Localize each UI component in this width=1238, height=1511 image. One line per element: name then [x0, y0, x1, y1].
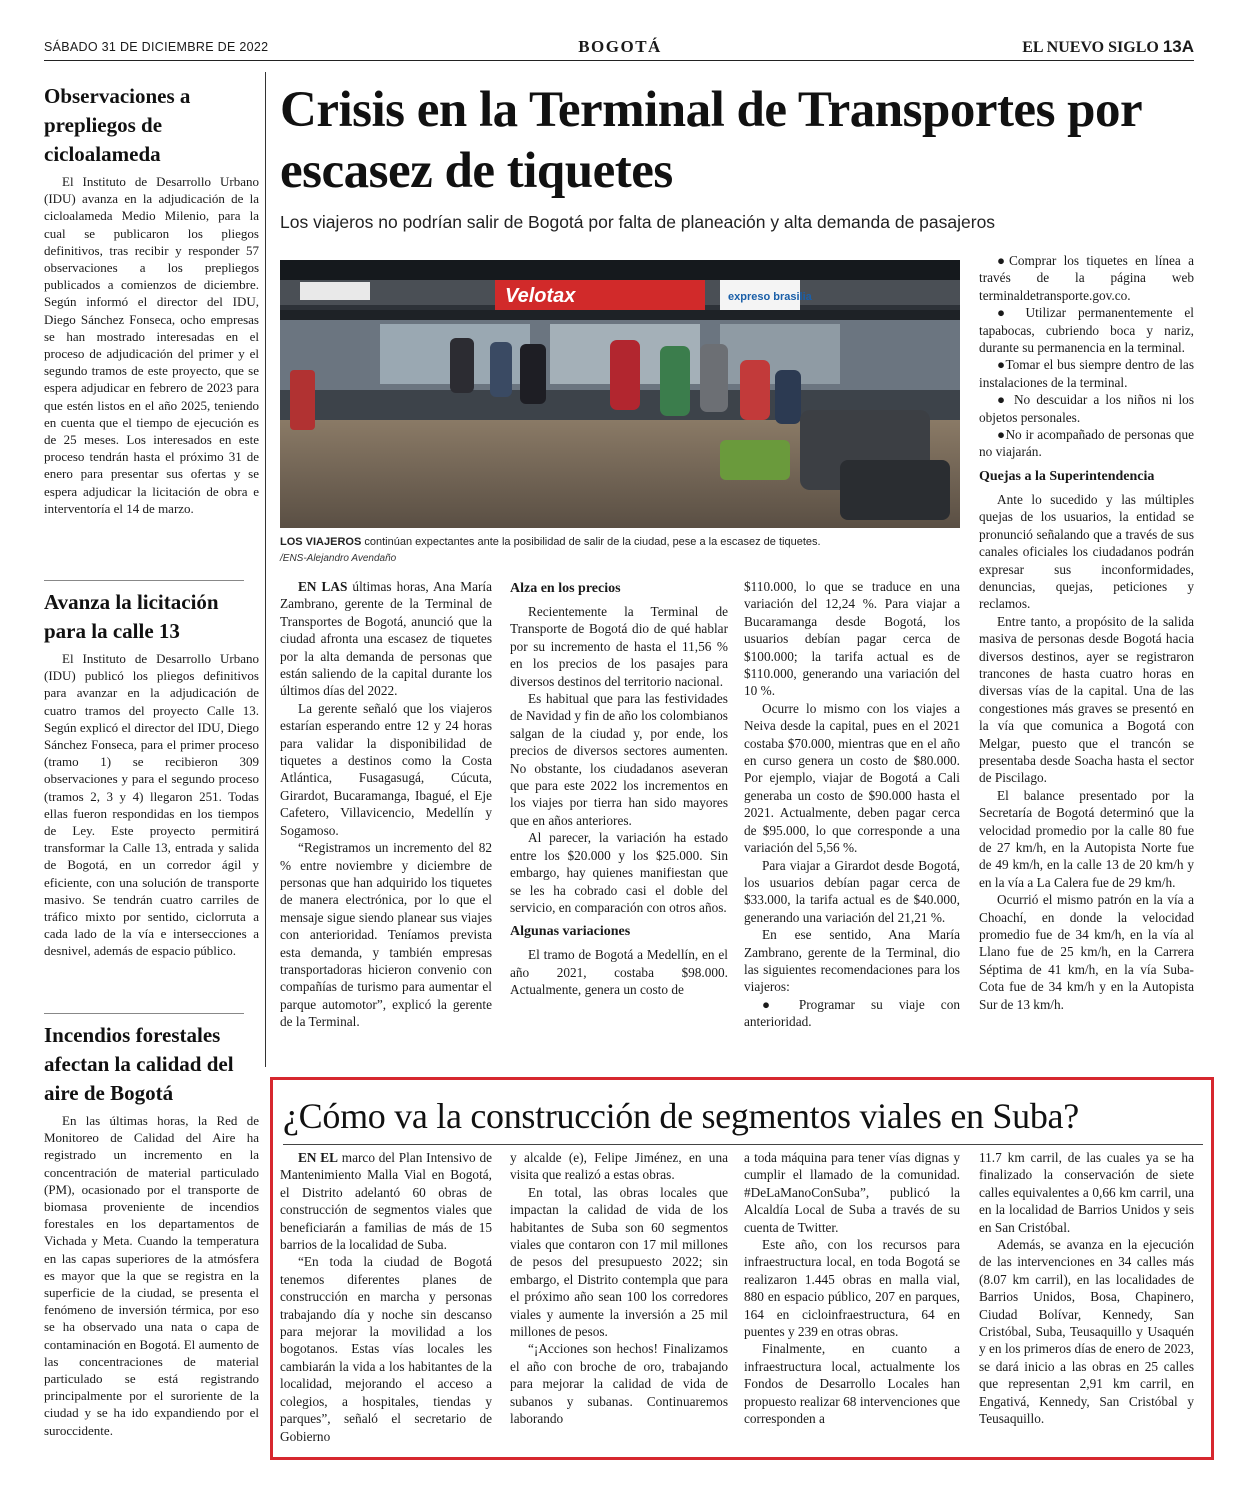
paragraph: Además, se avanza en la ejecución de las intervenciones en 34 calles más (8.07 km carril), en las localidades de Barrios Unidos, Bosa, Chapinero, Ciudad Bolívar, Kennedy, San Cristóbal, Suba, Teusaquillo y Usaquén y en los primeros días de enero de 2023, se dará inicio a las obras en 25 calles que representan 2,91 km carril, en Engativá, Kennedy, San Cristóbal y Teusaquillo.: [979, 1237, 1194, 1427]
section-name: BOGOTÁ: [578, 37, 662, 56]
paragraph: Este año, con los recursos para infraestructura local, en toda Bogotá se realizaron 1.445 obras en malla vial, 880 en espacio público, 207 en parques, 164 en cicloinfraestructura, 64 en puentes y 239 en otras obras.: [744, 1237, 960, 1340]
main-column-1: [280, 578, 492, 1031]
subheading: Algunas variaciones: [510, 924, 631, 940]
sidebar-divider: [44, 580, 244, 581]
photo-credit: /ENS-Alejandro Avendaño: [280, 553, 397, 564]
recommendation-item: ●Comprar los tiquetes en línea a través de la página web terminaldetransporte.gov.co.: [979, 253, 1194, 303]
sidebar-story-body: El Instituto de Desarrollo Urbano (IDU) publicó los pliegos definitivos para avanzar en la adjudicación de cuatro tramos del proyecto Calle 13. Según explicó el director del IDU, Diego Sánchez Fonseca, para el primer proceso (tramo 1) se recibieron 309 observaciones y para el segundo proceso (tramos 2, 3 y 4) llegaron 251. Todas ellas fueron respondidas en los tiempos de Ley. Este proyecto permitirá transformar la Calle 13, entrada y salida de Bogotá, en un corredor ágil y eficiente, con una solución de transporte masivo. Se tendrán cuatro carriles de tráfico mixto por sentido, ciclorruta a cada lado de la vía e intersecciones a desnivel, además de espacio público.: [44, 651, 259, 959]
main-column-4: [979, 252, 1194, 1013]
photo-sign-velotax: Velotax: [505, 285, 576, 307]
sidebar-story-incendios: [44, 1021, 259, 1439]
paragraph: “En toda la ciudad de Bogotá tenemos diferentes planes de construcción en marcha y personas trabajando día y noche sin descanso para mejorar la movilidad a los bogotanos. Estas vías locales les cambiarán la vida a los habitantes de la localidad, mejorando el acceso a colegios, a hospitales, tiendas y parques”, señaló el secretario de Gobierno: [280, 1254, 492, 1444]
paragraph: Ocurrió el mismo patrón en la vía a Choachí, en donde la velocidad promedio fue de 34 km/h, en la vía al Llano fue de 25 km/h, en la Carrera Séptima de 41 km/h, en la vía Suba-Cota fue de 34 km/h y en la Autopista Sur de 13 km/h.: [979, 892, 1194, 1012]
paragraph: Finalmente, en cuanto a infraestructura local, actualmente los Fondos de Desarrollo Locales han propuesto realizar 68 intervenciones que corresponden a: [744, 1341, 960, 1427]
paragraph: últimas horas, Ana María Zambrano, gerente de la Terminal de Transportes de Bogotá, anunció que la ciudad afronta una escasez de tiquetes por la alta demanda de personas que están saliendo de la capital durante los últimos días del 2022.: [280, 579, 492, 699]
sidebar-story-body: En las últimas horas, la Red de Monitoreo de Calidad del Aire ha registrado un incremento en la concentración de material particulado (PM), ocasionado por el transporte de biomasa proveniente de incendios forestales en los departamentos de Vichada y Meta. Cuando la temperatura en las capas superiores de la atmósfera es mayor que la que se registra en la superficie de la ciudad, se presenta el fenómeno de inversión térmica, por eso se ha observado una nata o capa de contaminación en Bogotá. El aumento de las concentraciones de material particulado se está registrando principalmente por el suroriente de la ciudad y se ha ido expandiendo por el suroccidente.: [44, 1113, 259, 1438]
main-column-2: [510, 573, 728, 999]
paragraph: El balance presentado por la Secretaría de Bogotá determinó que la velocidad promedio por la calle 80 fue de 27 km/h, en la Autopista Norte fue de 49 km/h, en la calle 13 de 20 km/h y en la vía a La Calera fue de 29 km/h.: [979, 787, 1194, 890]
recommendation-item: ● Programar su viaje con anterioridad.: [744, 996, 960, 1030]
suba-column-3: [744, 1149, 960, 1428]
drop-lead: EN LAS: [298, 579, 348, 594]
paragraph: a toda máquina para tener vías dignas y cumplir el llamado de la comunidad. #DeLaManoConSuba”, publicó la Alcaldía Local de Suba a través de su cuenta de Twitter.: [744, 1150, 960, 1235]
paragraph: Para viajar a Girardot desde Bogotá, los usuarios debían pagar cerca de $33.000, la tarifa actual es de $40.000, generando una variación del 21,21 %.: [744, 857, 960, 925]
paragraph: marco del Plan Intensivo de Mantenimiento Malla Vial en Bogotá, el Distrito adelantó 60 obras de construcción de segmentos viales que beneficiarán a familias de más de 15 barrios de la localidad de Suba.: [280, 1150, 492, 1253]
paragraph: “Registramos un incremento del 82 % entre noviembre y diciembre de personas que han adquirido los tiquetes de manera electrónica, por lo que el mensaje sigue siendo planear sus viajes con anterioridad. Teníamos prevista esta demanda, y también empresas transportadoras hicieron convenio con compañías de turismo para aumentar el parque automotor”, explicó la gerente de la Terminal.: [280, 840, 492, 1030]
column-divider: [265, 72, 266, 1067]
paragraph: 11.7 km carril, de las cuales ya se ha finalizado la conservación de siete calles equivalentes a 0,66 km carril, una en la localidad de Barrios Unidos y seis en San Cristóbal.: [979, 1150, 1194, 1235]
subheading: Alza en los precios: [510, 581, 621, 596]
newspaper-name: EL NUEVO SIGLO: [1022, 39, 1159, 56]
suba-column-2: [510, 1149, 728, 1428]
sidebar-story-calle-13: [44, 588, 259, 960]
caption-text: continúan expectantes ante la posibilidad de salir de la ciudad, pese a la escasez de tiquetes.: [361, 536, 821, 548]
recommendation-item: ● No descuidar a los niños ni los objetos personales.: [979, 392, 1194, 425]
paragraph: Al parecer, la variación ha estado entre los $20.000 y los $25.000. Sin embargo, hay quienes manifiestan que se les ha cobrado casi el doble del servicio, en comparación con otros años.: [510, 830, 728, 915]
paragraph: “¡Acciones son hechos! Finalizamos el año con broche de oro, trabajando para mejorar la calidad de vida de subanos y subanas. Continuaremos laborando: [510, 1341, 728, 1427]
recommendation-item: ●Tomar el bus siempre dentro de las instalaciones de la terminal.: [979, 357, 1194, 390]
recommendation-item: ● Utilizar permanentemente el tapabocas, cubriendo boca y nariz, durante su permanencia en la terminal.: [979, 305, 1194, 356]
suba-column-4: [979, 1149, 1194, 1428]
paragraph: En ese sentido, Ana María Zambrano, gerente de la Terminal, dio las siguientes recomendaciones para los viajeros:: [744, 927, 960, 995]
sidebar-story-title: Incendios forestales afectan la calidad del aire de Bogotá: [44, 1023, 234, 1105]
paragraph: Ocurre lo mismo con los viajes a Neiva desde la capital, pues en el 2021 costaba $70.000, mientras que en el año en curso genera un costo de $80.000. Por ejemplo, viajar de Bogotá a Cali generaba un costo de $90.000 hasta el 2021. Actualmente, deben pagar cerca de $95.000, lo que corresponde a una variación del 5,56 %.: [744, 700, 960, 856]
subheading: Quejas a la Superintendencia: [979, 468, 1155, 484]
issue-date: SÁBADO 31 DE DICIEMBRE DE 2022: [44, 40, 269, 54]
paragraph: La gerente señaló que los viajeros estarían esperando entre 12 y 24 horas para validar la disponibilidad de tiquetes a destinos como la Costa Atlántica, Fusagasugá, Cúcuta, Girardot, Bucaramanga, Ibagué, el Eje Cafetero, Villavicencio, Medellín y Sogamoso.: [280, 700, 492, 838]
sidebar-story-title: Observaciones a prepliegos de cicloalameda: [44, 84, 191, 166]
sidebar-story-body: El Instituto de Desarrollo Urbano (IDU) avanza en la adjudicación de la cicloalameda Medio Milenio, para la cual se publicaron los pliegos definitivos, tras recibir y responder 57 observaciones a los prepliegos publicados a comienzos de diciembre. Según informó el director del IDU, Diego Sánchez Fonseca, ocho empresas se han mostrado interesadas en el proceso de adjudicación del primer y el segundo tramos de este proyecto, que se espera adjudicar en febrero de 2023 para que estén listos en el año 2025, teniendo en cuenta que el tiempo de ejecución es de 25 meses. Los interesados en este proceso tendrán hasta el próximo 31 de enero para presentar sus ofertas y se espera adjudicar la licitación de obra e interventoría el 14 de marzo.: [44, 174, 259, 516]
paragraph: y alcalde (e), Felipe Jiménez, en una visita que realizó a estas obras.: [510, 1150, 728, 1183]
caption-lead: LOS VIAJEROS: [280, 536, 362, 548]
main-deck: Los viajeros no podrían salir de Bogotá por falta de planeación y alta demanda de pasajeros: [280, 212, 996, 232]
suba-column-1: [280, 1149, 492, 1445]
terminal-photo: [280, 260, 960, 528]
photo-caption: [280, 535, 960, 549]
paragraph: $110.000, lo que se traduce en una variación del 12,24 %. Para viajar a Bucaramanga desde Bogotá, los usuarios debían pagar cerca de $100.000; la tarifa actual es de $110.000, generando una variación del 10 %.: [744, 579, 960, 699]
main-headline: Crisis en la Terminal de Transportes por escasez de tiquetes: [280, 82, 1142, 199]
drop-lead: EN EL: [298, 1150, 338, 1165]
masthead: [1022, 37, 1194, 57]
sidebar-story-cicloalameda: [44, 82, 259, 517]
main-column-3: [744, 578, 960, 1031]
recommendation-item: ●No ir acompañado de personas que no viajarán.: [979, 427, 1194, 460]
sidebar-story-title: Avanza la licitación para la calle 13: [44, 590, 219, 643]
paragraph: Es habitual que para las festividades de Navidad y fin de año los colombianos salgan de la ciudad y, por ende, los precios de diversos sectores aumenten. No obstante, los ciudadanos aseveran que para este 2022 los incrementos en los viajes por tierra han sido mayores que en años anteriores.: [510, 691, 728, 828]
terminal-photo-illustration: [280, 260, 960, 528]
sidebar-divider: [44, 1013, 244, 1014]
suba-headline: ¿Cómo va la construcción de segmentos viales en Suba?: [283, 1096, 1079, 1136]
header-rule: [44, 60, 1194, 61]
paragraph: En total, las obras locales que impactan la calidad de vida de los habitantes de Suba son 60 segmentos viales que contaron con 17 mil millones de pesos del presupuesto 2022; sin embargo, el Distrito contempla que para el próximo año sean 100 los corredores viales y aumente la inversión a 25 mil millones de pesos.: [510, 1184, 728, 1340]
paragraph: Recientemente la Terminal de Transporte de Bogotá dio de qué hablar por su incremento de hasta el 11,56 % en los precios de los pasajes para diversos destinos del territorio nacional.: [510, 604, 728, 689]
suba-headline-rule: [283, 1144, 1203, 1145]
paragraph: El tramo de Bogotá a Medellín, en el año 2021, costaba $98.000. Actualmente, genera un costo de: [510, 947, 728, 998]
paragraph: Entre tanto, a propósito de la salida masiva de personas desde Bogotá hacia diversos destinos, ayer se registraron trancones de hasta cuatro horas en diversas vías de la capital. Una de las congestiones más graves se presentó en la vía que comunica a Bogotá con Melgar, puesto que el trancón se presentaba desde Soacha hasta el sector de Piscilago.: [979, 613, 1194, 786]
paragraph: Ante lo sucedido y las múltiples quejas de los usuarios, la entidad se pronunció señalando que a través de sus canales oficiales los ciudadanos podrán expresar sus inconformidades, denuncias, quejas, peticiones y reclamos.: [979, 491, 1194, 612]
photo-sign-brasilia: expreso brasilia: [728, 291, 812, 303]
page-number: 13A: [1162, 37, 1194, 56]
